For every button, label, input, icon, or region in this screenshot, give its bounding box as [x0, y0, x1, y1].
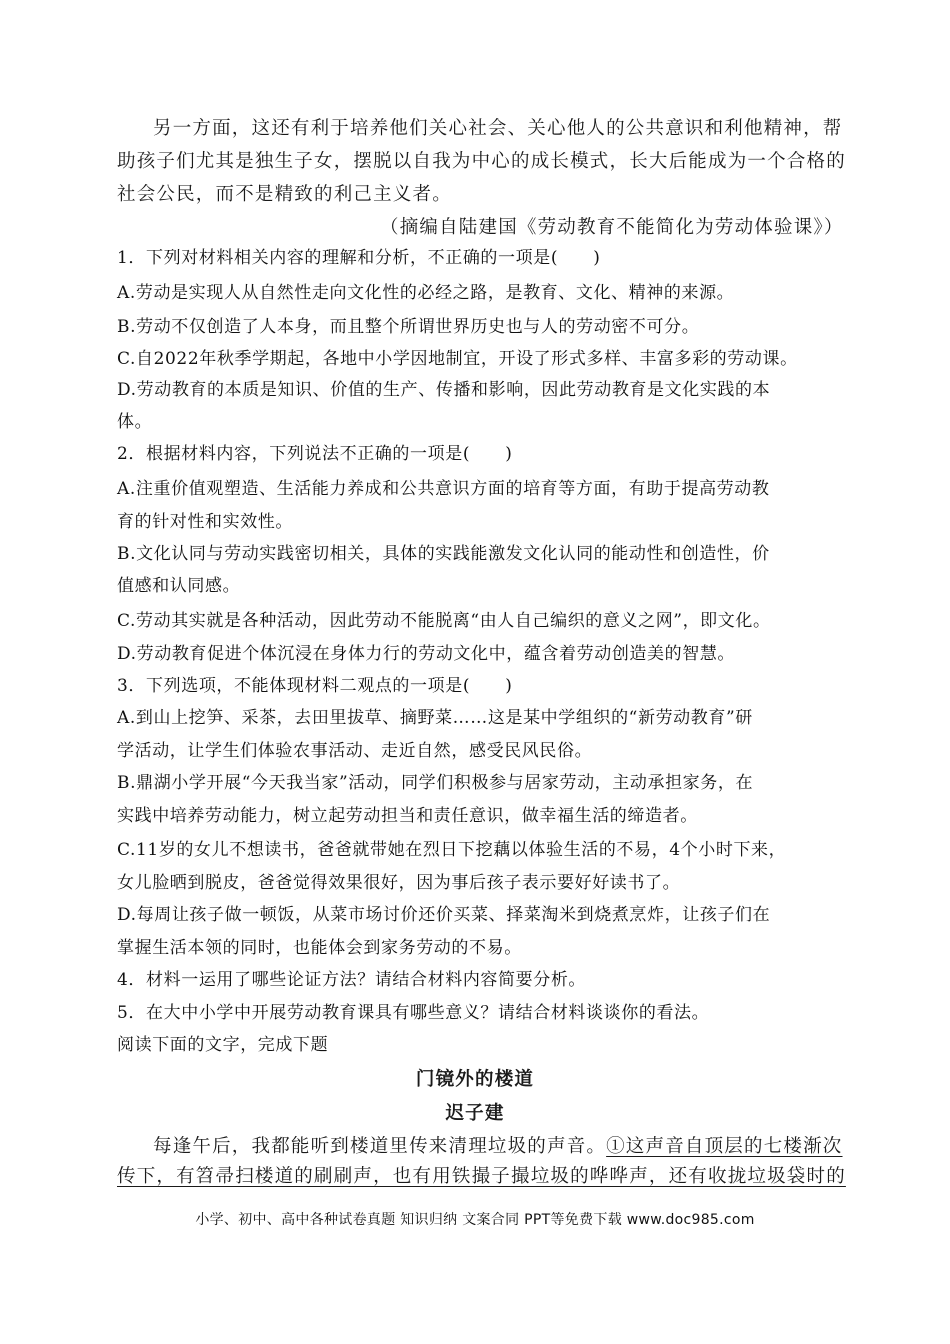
question-1-option-d-cont: 体。: [117, 412, 153, 432]
question-1-option-d: D.劳动教育的本质是知识、价值的生产、传播和影响，因此劳动教育是文化实践的本: [117, 380, 771, 400]
question-1-option-a: A.劳动是实现人从自然性走向文化性的必经之路，是教育、文化、精神的来源。: [117, 283, 735, 303]
question-2-option-c: C.劳动其实就是各种活动，因此劳动不能脱离“由人自己编织的意义之网”，即文化。: [117, 611, 771, 631]
passage-line: 社会公民，而不是精致的利己主义者。: [117, 184, 452, 205]
passage-line: 助孩子们尤其是独生子女，摆脱以自我为中心的成长模式，长大后能成为一个合格的: [117, 151, 846, 172]
story-text: 每逢午后，我都能听到楼道里传来清理垃圾的声音。: [153, 1136, 607, 1157]
question-2-option-d: D.劳动教育促进个体沉浸在身体力行的劳动文化中，蕴含着劳动创造美的智慧。: [117, 644, 736, 664]
reading-instruction: 阅读下面的文字，完成下题: [117, 1035, 329, 1055]
question-2-option-a: A.注重价值观塑造、生活能力养成和公共意识方面的培育等方面，有助于提高劳动教: [117, 479, 770, 499]
question-2-stem: 2．根据材料内容，下列说法不正确的一项是( ): [117, 444, 513, 464]
citation: （摘编自陆建国《劳动教育不能简化为劳动体验课》）: [380, 217, 844, 238]
question-3-option-b-cont: 实践中培养劳动能力，树立起劳动担当和责任意识，做幸福生活的缔造者。: [117, 806, 698, 826]
question-3-option-a-cont: 学活动，让学生们体验农事活动、走近自然，感受民风民俗。: [117, 741, 593, 761]
underlined-sentence-cont: 传下，有笤帚扫楼道的刷刷声，也有用铁撮子撮垃圾的哗哗声，还有收拢垃圾袋时的: [117, 1166, 846, 1187]
question-3-option-d-cont: 掌握生活本领的同时，也能体会到家务劳动的不易。: [117, 938, 522, 958]
passage-line: 另一方面，这还有利于培养他们关心社会、关心他人的公共意识和利他精神，帮: [153, 118, 843, 139]
question-5: 5．在大中小学中开展劳动教育课具有哪些意义？请结合材料谈谈你的看法。: [117, 1003, 710, 1023]
question-1-option-c: C.自2022年秋季学期起，各地中小学因地制宜，开设了形式多样、丰富多彩的劳动课。: [117, 349, 798, 369]
question-1-stem: 1．下列对材料相关内容的理解和分析，不正确的一项是( ): [117, 248, 601, 268]
question-3-option-b: B.鼎湖小学开展“今天我当家”活动，同学们积极参与居家劳动，主动承担家务，在: [117, 773, 754, 793]
story-paragraph: [153, 1133, 843, 1161]
underlined-sentence: ①这声音自顶层的七楼渐次: [606, 1136, 843, 1157]
question-3-option-c: C.11岁的女儿不想读书，爸爸就带她在烈日下挖藕以体验生活的不易，4个小时下来，: [117, 840, 787, 860]
question-3-option-c-cont: 女儿脸晒到脱皮，爸爸觉得效果很好，因为事后孩子表示要好好读书了。: [117, 873, 681, 893]
question-2-option-b-cont: 值感和认同感。: [117, 576, 241, 596]
question-3-option-a: A.到山上挖笋、采茶，去田里拔草、摘野菜……这是某中学组织的“新劳动教育”研: [117, 708, 753, 728]
question-3-stem: 3．下列选项，不能体现材料二观点的一项是( ): [117, 676, 513, 696]
footer-watermark: 小学、初中、高中各种试卷真题 知识归纳 文案合同 PPT等免费下载 www.doc985.com: [195, 1212, 755, 1228]
story-title: 门镜外的楼道: [415, 1069, 535, 1090]
question-1-option-b: B.劳动不仅创造了人本身，而且整个所谓世界历史也与人的劳动密不可分。: [117, 317, 700, 337]
question-2-option-b: B.文化认同与劳动实践密切相关，具体的实践能激发文化认同的能动性和创造性，价: [117, 544, 770, 564]
story-author: 迟子建: [445, 1103, 505, 1124]
question-4: 4．材料一运用了哪些论证方法？请结合材料内容简要分析。: [117, 970, 587, 990]
question-3-option-d: D.每周让孩子做一顿饭，从菜市场讨价还价买菜、择菜淘米到烧煮烹炸，让孩子们在: [117, 905, 771, 925]
story-paragraph-cont: [117, 1163, 846, 1191]
question-2-option-a-cont: 育的针对性和实效性。: [117, 512, 293, 532]
